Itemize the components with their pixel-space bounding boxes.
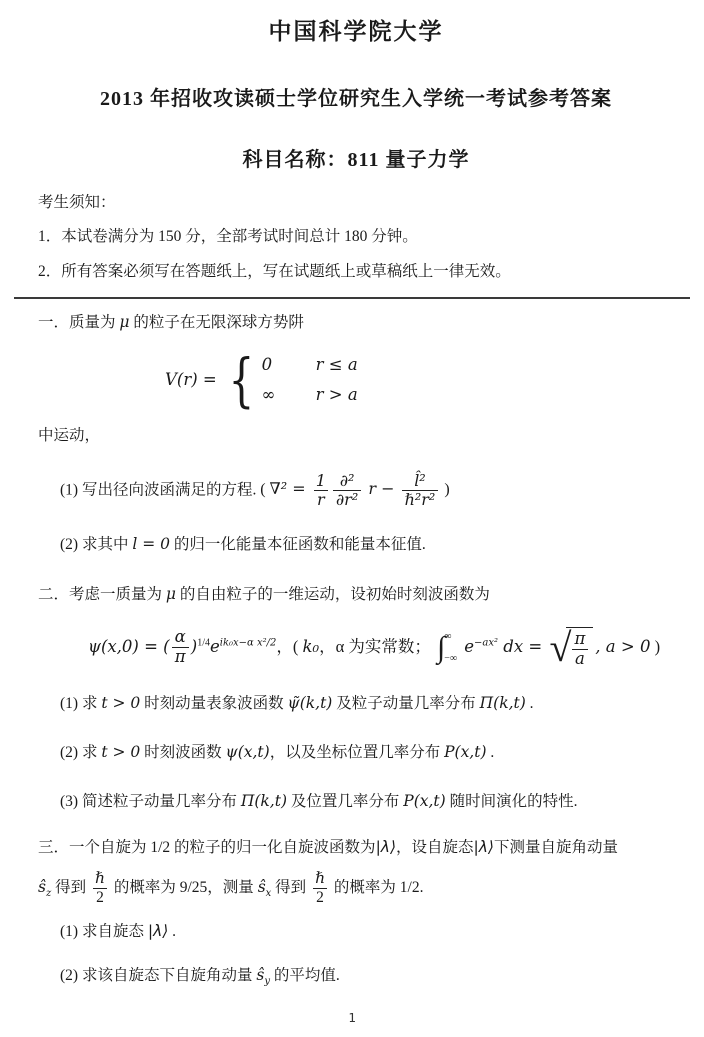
square-root xyxy=(549,624,593,670)
exam-title: 2013 年招收攻读硕士学位研究生入学统一考试参考答案 xyxy=(100,87,612,110)
initial-wavefunction-formula xyxy=(88,624,674,670)
formula-lhs: ψ(x,0) = ( xyxy=(88,636,170,656)
text: ，( xyxy=(276,636,303,656)
lambda-ket: |λ⟩ xyxy=(375,838,397,857)
math-mu: μ xyxy=(119,313,130,332)
part-text: ，以及坐标位置几率分布 xyxy=(269,744,445,762)
part-text: 求 xyxy=(81,695,102,713)
page-footer xyxy=(0,1010,704,1025)
part-text: . xyxy=(486,744,495,762)
numerator: ∂² xyxy=(339,470,355,490)
part-label: (2) xyxy=(60,744,82,762)
part-text: 的归一化能量本征函数和能量本征值. xyxy=(170,536,426,554)
part-text: 随时间演化的特性. xyxy=(445,792,578,810)
operator-subscript: y xyxy=(264,976,270,988)
math-k0: k₀ xyxy=(302,636,320,656)
question-1 xyxy=(38,313,674,555)
math-text: l = 0 xyxy=(132,535,171,554)
stem-text: 二．考虑一质量为 xyxy=(38,585,166,603)
left-brace: { xyxy=(228,345,255,414)
candidate-notice xyxy=(38,194,674,282)
part-text: . xyxy=(525,695,534,713)
integral xyxy=(437,631,457,665)
cases-column xyxy=(262,355,358,406)
question-1-stem-continuation: 中运动， xyxy=(38,426,101,444)
radical-sign: √ xyxy=(549,624,572,670)
exponent: ik₀x−α x²/2 xyxy=(219,636,277,648)
nabla-squared: ∇² = xyxy=(269,479,311,499)
laplacian-hint-formula xyxy=(260,470,450,509)
close-paren: ) xyxy=(440,481,450,499)
math-text: P(x,t) xyxy=(444,743,487,762)
notice-item-1: 1．本试卷满分为 150 分，全部考试时间总计 180 分钟。 xyxy=(38,228,418,246)
spin-operator: ŝ xyxy=(257,877,266,896)
page-number: 1 xyxy=(348,1010,356,1025)
text: 的概率为 9/25，测量 xyxy=(110,878,258,896)
lambda-ket: |λ⟩ xyxy=(147,922,169,941)
math-text: r − xyxy=(363,479,400,499)
denominator: π xyxy=(172,647,189,667)
math-text: Π(k,t) xyxy=(479,694,526,713)
part-text: 求其中 xyxy=(81,536,133,554)
part-label: (2) xyxy=(60,536,82,554)
part-text: 求 xyxy=(81,744,102,762)
denominator: ∂r² xyxy=(333,490,361,509)
hbar-over-2 xyxy=(92,870,108,907)
exponent: −ax² xyxy=(474,636,499,648)
part-text: 及粒子动量几率分布 xyxy=(332,695,480,713)
spin-operator: ŝ xyxy=(256,966,265,985)
part-text: 及位置几率分布 xyxy=(287,792,404,810)
header-divider xyxy=(14,297,690,299)
denominator: 2 xyxy=(313,888,327,907)
euler-e: e xyxy=(210,636,220,656)
question-2 xyxy=(38,585,674,811)
fraction xyxy=(172,628,189,667)
stem-text: 一．质量为 xyxy=(38,314,120,332)
math-text: dx = xyxy=(498,636,548,656)
text: 得到 xyxy=(271,878,311,896)
numerator: 1 xyxy=(315,470,326,490)
question-1-part-1 xyxy=(60,472,674,510)
part-label: (1) xyxy=(60,923,82,941)
part-label: (1) xyxy=(60,481,82,499)
question-3-stem xyxy=(38,838,674,858)
stem-text: 下测量自旋角动量 xyxy=(493,839,618,857)
math-text: t > 0 xyxy=(101,743,141,762)
part-text: 求自旋态 xyxy=(81,923,148,941)
question-1-part-2 xyxy=(60,535,674,555)
numerator: π xyxy=(574,628,586,648)
numerator: l̂² xyxy=(414,470,426,490)
question-3-part-1 xyxy=(60,922,674,942)
fraction xyxy=(571,630,588,669)
notice-heading: 考生须知： xyxy=(38,193,116,211)
integral-upper-limit: ∞ xyxy=(444,630,452,642)
close-paren: ) xyxy=(650,636,661,656)
exam-header xyxy=(38,18,674,172)
denominator: r xyxy=(314,490,328,509)
math-text: P(x,t) xyxy=(403,791,446,810)
radicand xyxy=(566,627,593,669)
university-title: 中国科学院大学 xyxy=(268,19,444,44)
part-text: 简述粒子动量几率分布 xyxy=(81,792,241,810)
text: ，α 为实常数； xyxy=(319,636,436,656)
stem-text: 三．一个自旋为 1/2 的粒子的归一化自旋波函数为 xyxy=(38,839,376,857)
part-text: 求该自旋态下自旋角动量 xyxy=(81,967,257,985)
integral-limits xyxy=(444,631,457,665)
question-2-part-1 xyxy=(60,694,674,714)
question-1-stem xyxy=(38,313,674,333)
question-2-stem xyxy=(38,585,674,605)
denominator: 2 xyxy=(93,888,107,907)
open-paren: ( xyxy=(260,481,270,499)
question-3-stem-line-2 xyxy=(38,870,674,907)
math-text: ψ̃(k,t) xyxy=(287,694,333,713)
operator-subscript: z xyxy=(45,887,52,899)
math-text: Π(k,t) xyxy=(240,791,288,810)
integral-sign: ∫ xyxy=(437,630,446,664)
integral-lower-limit: −∞ xyxy=(444,652,458,664)
case-condition: r > a xyxy=(315,385,358,405)
math-text: ψ(x,t) xyxy=(225,743,270,762)
question-3 xyxy=(38,838,674,988)
part-text: 时刻动量表象波函数 xyxy=(140,695,288,713)
potential-cases-formula xyxy=(165,345,674,414)
exponent: 1/4 xyxy=(197,636,210,648)
notice-item-2: 2．所有答案必须写在答题纸上，写在试题纸上或草稿纸上一律无效。 xyxy=(38,262,511,280)
spin-operator: ŝ xyxy=(38,877,46,896)
text: 得到 xyxy=(51,878,91,896)
stem-text: ，设自旋态 xyxy=(396,839,474,857)
lambda-ket: |λ⟩ xyxy=(473,838,494,857)
part-label: (1) xyxy=(60,695,82,713)
numerator: ℏ xyxy=(95,868,105,887)
text: 的概率为 1/2. xyxy=(330,878,424,896)
numerator: α xyxy=(174,627,186,647)
question-2-part-3 xyxy=(60,792,674,812)
part-text: 写出径向波函满足的方程. xyxy=(81,481,261,499)
case-condition: r ≤ a xyxy=(315,354,358,374)
denominator: ℏ²r² xyxy=(402,490,439,509)
question-2-part-2 xyxy=(60,743,674,763)
operator-subscript: x xyxy=(265,887,272,899)
part-label: (3) xyxy=(60,792,82,810)
part-label: (2) xyxy=(60,967,82,985)
euler-e: e xyxy=(459,636,475,656)
subject-name: 科目名称：811 量子力学 xyxy=(242,148,470,171)
math-mu: μ xyxy=(165,584,176,603)
hbar-over-2 xyxy=(312,870,328,907)
math-text: t > 0 xyxy=(101,694,141,713)
fraction xyxy=(313,472,329,510)
part-text: 时刻波函数 xyxy=(140,744,226,762)
formula-lhs: V(r) = xyxy=(165,370,217,390)
close-paren: ) xyxy=(190,636,198,656)
stem-text: 的粒子在无限深球方势阱 xyxy=(129,314,304,332)
math-text: , a > 0 xyxy=(595,636,651,656)
case-row-2 xyxy=(262,385,358,405)
case-value: 0 xyxy=(261,354,273,374)
part-text: . xyxy=(168,923,177,941)
stem-text: 的自由粒子的一维运动，设初始时刻波函数为 xyxy=(175,585,490,603)
numerator: ℏ xyxy=(315,868,326,887)
part-text: 的平均值. xyxy=(269,967,340,985)
fraction xyxy=(333,472,361,510)
question-3-part-2 xyxy=(60,966,674,988)
case-row-1 xyxy=(262,355,358,375)
case-value: ∞ xyxy=(261,385,276,405)
denominator: a xyxy=(572,649,588,669)
fraction xyxy=(402,472,439,510)
